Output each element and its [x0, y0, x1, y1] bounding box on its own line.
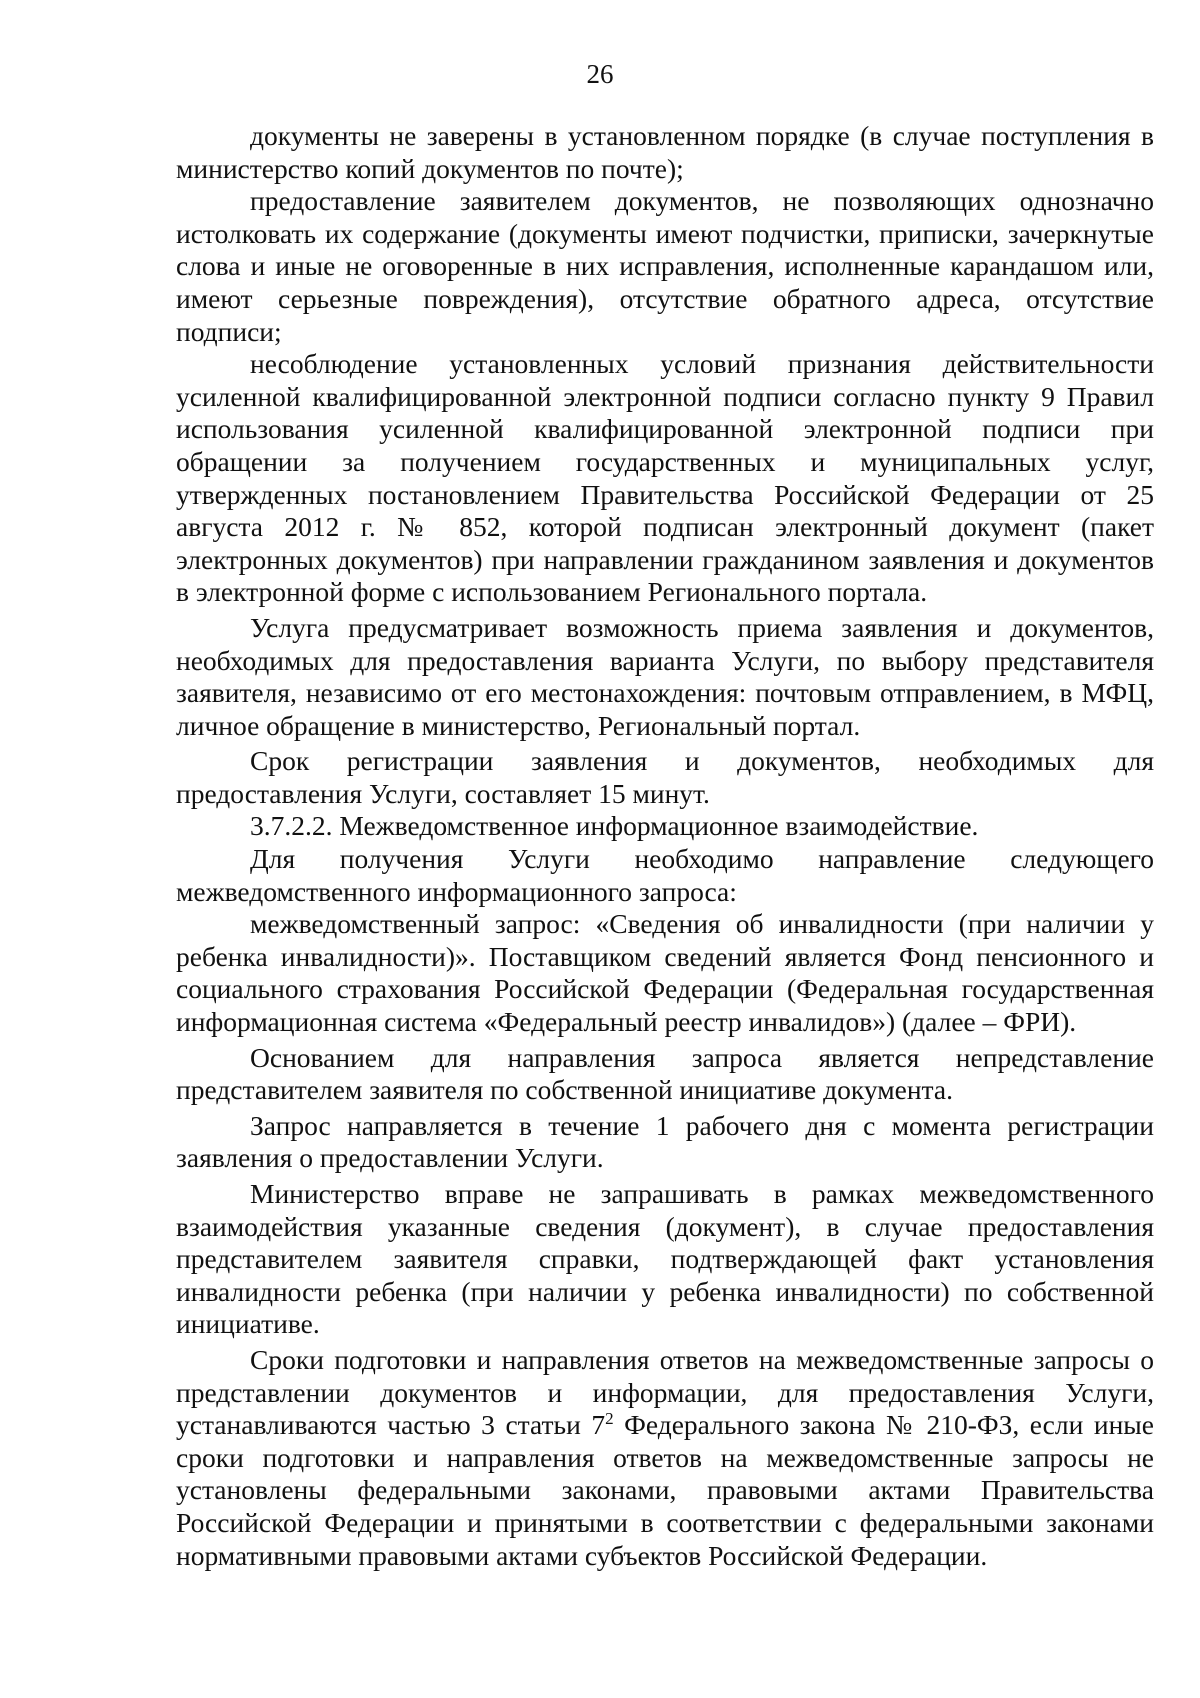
paragraph-electronic-signature: несоблюдение установленных условий признания действительности усиленной квалифицированной электронной подписи согласно пункту 9 Правил использования усиленной квалифицированной электронной подписи при обращении за получением государственных и муниципальных услуг, утвержденных постановлением Правительства Российской Федерации от 25 августа 2012 г. № 852, которой подписан электронный документ (пакет электронных документов) при направлении гражданином заявления и документов в электронной форме с использованием Регионального портала.: [176, 348, 1154, 608]
paragraph-request-timing: Запрос направляется в течение 1 рабочего дня с момента регистрации заявления о предоставлении Услуги.: [176, 1109, 1154, 1174]
paragraph-request-basis: Основанием для направления запроса является непредставление представителем заявителя по собственной инициативе документа.: [176, 1041, 1154, 1106]
paragraph-unverified-documents: документы не заверены в установленном порядке (в случае поступления в министерство копий документов по почте);: [176, 120, 1154, 184]
page-number: 26: [586, 59, 614, 89]
deadlines-text-end: Федерального закона № 210-ФЗ, если иные сроки подготовки и направления ответов на межведомственные запросы не установлены федеральными законами, правовыми актами Правительства Российской Федерации и принятыми в соответствии с федеральными законами нормативными правовыми актами субъектов Российской Федерации.: [176, 1409, 1154, 1571]
deadlines-text-start: Сроки подготовки и направления ответов на межведомственные запросы о представлении документов и информации, для предоставления Услуги, устанавливаются частью 3 статьи 7: [176, 1343, 1154, 1441]
section-heading-interagency: 3.7.2.2. Межведомственное информационное взаимодействие.: [250, 810, 979, 842]
paragraph-response-deadlines: [176, 1344, 1154, 1572]
paragraph-registration-time: Срок регистрации заявления и документов, необходимых для предоставления Услуги, составляет 15 минут.: [176, 745, 1154, 809]
paragraph-interagency-request: Для получения Услуги необходимо направление следующего межведомственного информационного запроса:: [176, 843, 1154, 907]
superscript-article-number: 2: [605, 1409, 614, 1428]
paragraph-disability-request: межведомственный запрос: «Сведения об инвалидности (при наличии у ребенка инвалидности)». Поставщиком сведений является Фонд пенсионного и социального страхования Российской Федерации (Федеральная государственная информационная система «Федеральный реестр инвалидов») (далее – ФРИ).: [176, 908, 1154, 1038]
document-body: [176, 120, 1154, 1572]
paragraph-ministry-right: Министерство вправе не запрашивать в рамках межведомственного взаимодействия указанные сведения (документ), в случае предоставления представителем заявителя справки, подтверждающей факт установления инвалидности ребенка (при наличии у ребенка инвалидности) по собственной инициативе.: [176, 1178, 1154, 1340]
paragraph-submission-methods: Услуга предусматривает возможность приема заявления и документов, необходимых для предоставления варианта Услуги, по выбору представителя заявителя, независимо от его местонахождения: почтовым отправлением, в МФЦ, личное обращение в министерство, Региональный портал.: [176, 611, 1154, 741]
paragraph-ambiguous-documents: предоставление заявителем документов, не позволяющих однозначно истолковать их содержание (документы имеют подчистки, приписки, зачеркнутые слова и иные не оговоренные в них исправления, исполненные карандашом или, имеют серьезные повреждения), отсутствие обратного адреса, отсутствие подписи;: [176, 185, 1154, 347]
